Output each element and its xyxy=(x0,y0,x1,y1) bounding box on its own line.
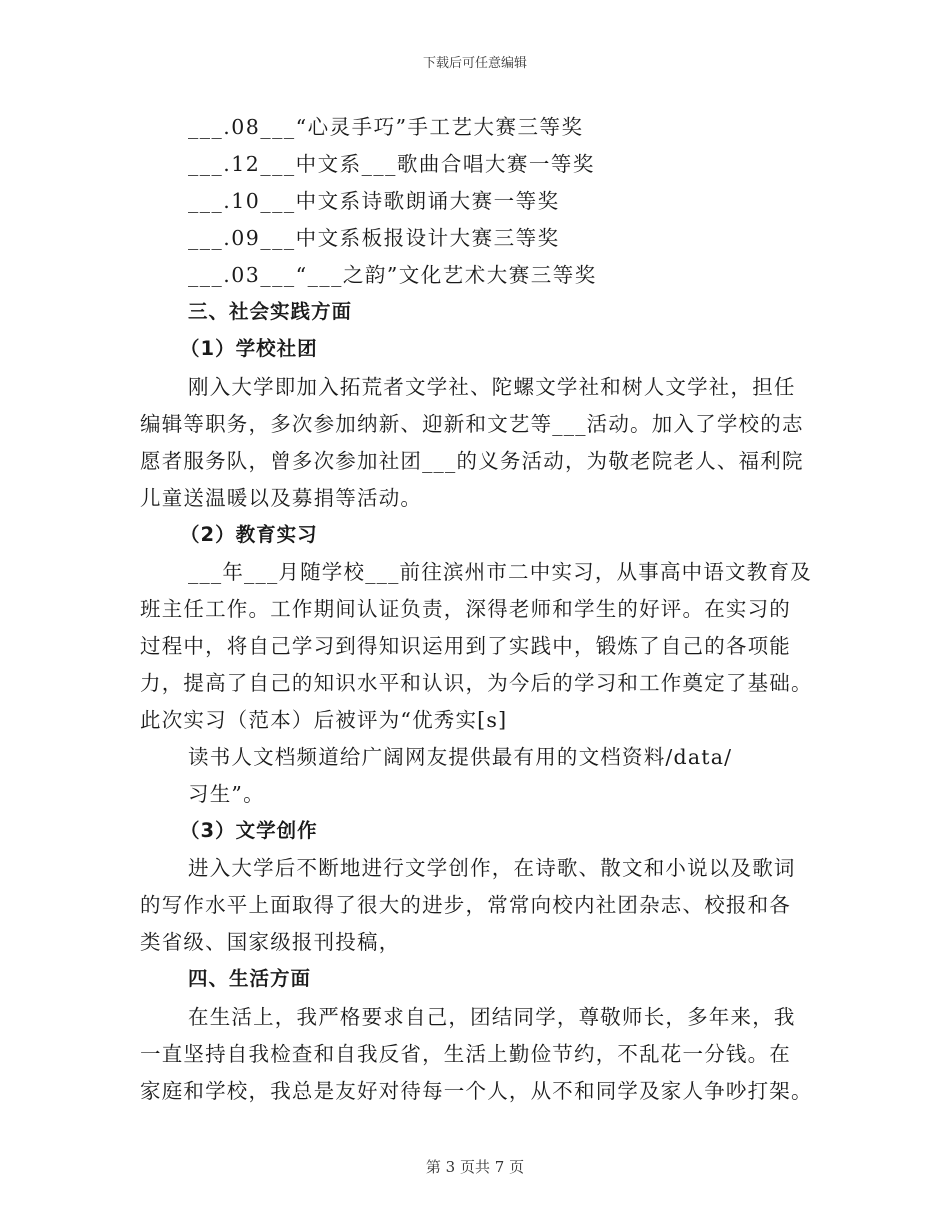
paragraph-line: 家庭和学校，我总是友好对待每一个人，从不和同学及家人争吵打架。 xyxy=(140,1079,813,1103)
paragraph-line: 一直坚持自我检查和自我反省，生活上勤俭节约，不乱花一分钱。在 xyxy=(140,1042,791,1066)
subsection-heading: （1）学校社团 xyxy=(180,337,318,360)
section-heading: 四、生活方面 xyxy=(188,967,312,990)
page-number: 第 3 页共 7 页 xyxy=(425,1158,525,1176)
paragraph-line: 力，提高了自己的知识水平和认识，为今后的学习和工作奠定了基础。 xyxy=(140,671,813,695)
section-heading: 三、社会实践方面 xyxy=(188,300,353,323)
award-line: ___.10___中文系诗歌朗诵大赛一等奖 xyxy=(188,189,560,213)
paragraph-line: 此次实习（范本）后被评为“优秀实[s] xyxy=(140,708,508,732)
paragraph-line: 儿童送温暖以及募捐等活动。 xyxy=(140,486,423,510)
paragraph-line: 的写作水平上面取得了很大的进步，常常向校内社团杂志、校报和各 xyxy=(140,893,791,917)
award-line: ___.03___“___之韵”文化艺术大赛三等奖 xyxy=(188,263,597,287)
paragraph-line: 班主任工作。工作期间认证负责，深得老师和学生的好评。在实习的 xyxy=(140,597,791,621)
paragraph-line: 愿者服务队，曾多次参加社团___的义务活动，为敬老院老人、福利院 xyxy=(140,449,804,473)
page-header: 下载后可任意编辑 xyxy=(422,56,527,71)
subsection-heading: （3）文学创作 xyxy=(180,819,318,842)
subsection-heading: （2）教育实习 xyxy=(180,523,318,546)
paragraph-line: ___年___月随学校___前往滨州市二中实习，从事高中语文教育及 xyxy=(188,560,812,584)
award-line: ___.08___“心灵手巧”手工艺大赛三等奖 xyxy=(188,115,584,139)
paragraph-line: 编辑等职务，多次参加纳新、迎新和文艺等___活动。加入了学校的志 xyxy=(140,412,804,436)
paragraph-line: 在生活上，我严格要求自己，团结同学，尊敬师长，多年来，我 xyxy=(188,1005,796,1029)
paragraph-line: 习生”。 xyxy=(188,782,265,806)
paragraph-line: 过程中，将自己学习到得知识运用到了实践中，锻炼了自己的各项能 xyxy=(140,634,791,658)
paragraph-line: 读书人文档频道给广阔网友提供最有用的文档资料/data/ xyxy=(188,745,733,769)
award-line: ___.09___中文系板报设计大赛三等奖 xyxy=(188,226,560,250)
paragraph-line: 刚入大学即加入拓荒者文学社、陀螺文学社和树人文学社，担任 xyxy=(188,375,796,399)
paragraph-line: 类省级、国家级报刊投稿， xyxy=(140,930,401,954)
paragraph-line: 进入大学后不断地进行文学创作，在诗歌、散文和小说以及歌词 xyxy=(188,856,796,880)
award-line: ___.12___中文系___歌曲合唱大赛一等奖 xyxy=(188,152,595,176)
